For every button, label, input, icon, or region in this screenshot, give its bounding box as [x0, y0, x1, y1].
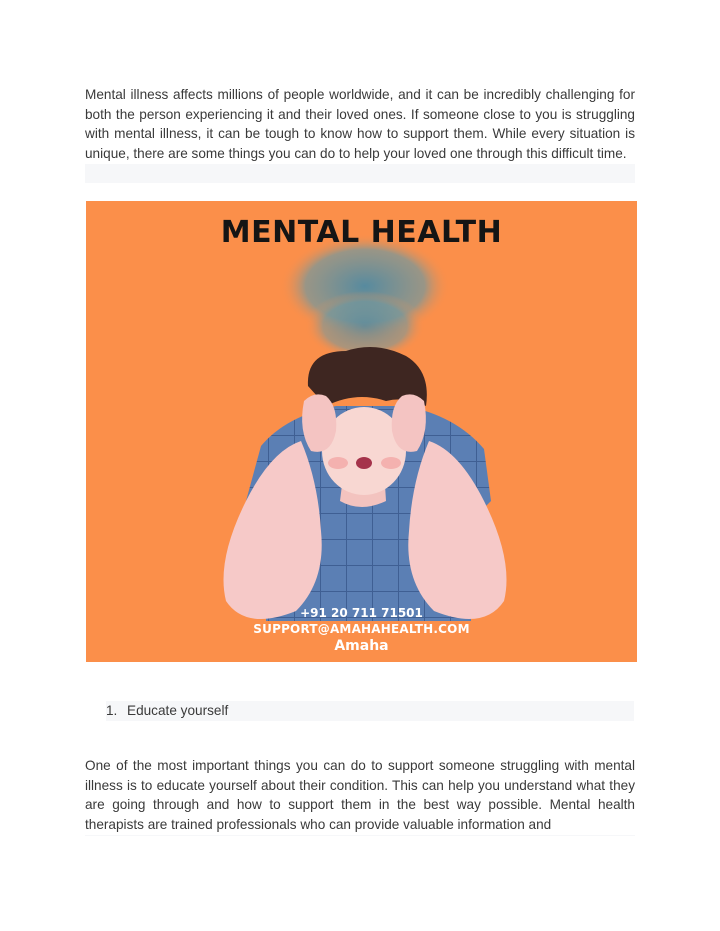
intro-paragraph: Mental illness affects millions of people worldwide, and it can be incredibly challenging for both the person experiencing it and their loved ones. If someone close to you is struggling with mental illness, it can be tough to know how to support them. While every situation is unique, there are some things you can do to help your loved one through this difficult time.: [85, 85, 635, 164]
list-item: [106, 701, 634, 721]
intro-paragraph-highlight: [85, 162, 635, 183]
poster-email: SUPPORT@AMAHAHEALTH.COM: [253, 622, 470, 636]
stressed-person-illustration: [86, 201, 637, 662]
mental-health-poster: [86, 201, 637, 662]
poster-title: MENTAL HEALTH: [220, 215, 503, 250]
list-item-number: 1.: [106, 703, 118, 718]
body-paragraph: One of the most important things you can do to support someone struggling with mental illness is to educate yourself about their condition. This can help you understand what they are going through and how to support them in the best way possible. Mental health therapists are trained professionals who can provide valuable information and: [85, 756, 635, 835]
poster-brand: Amaha: [334, 638, 389, 654]
poster-phone: +91 20 711 71501: [300, 606, 423, 620]
list-item-label: Educate yourself: [127, 703, 229, 718]
